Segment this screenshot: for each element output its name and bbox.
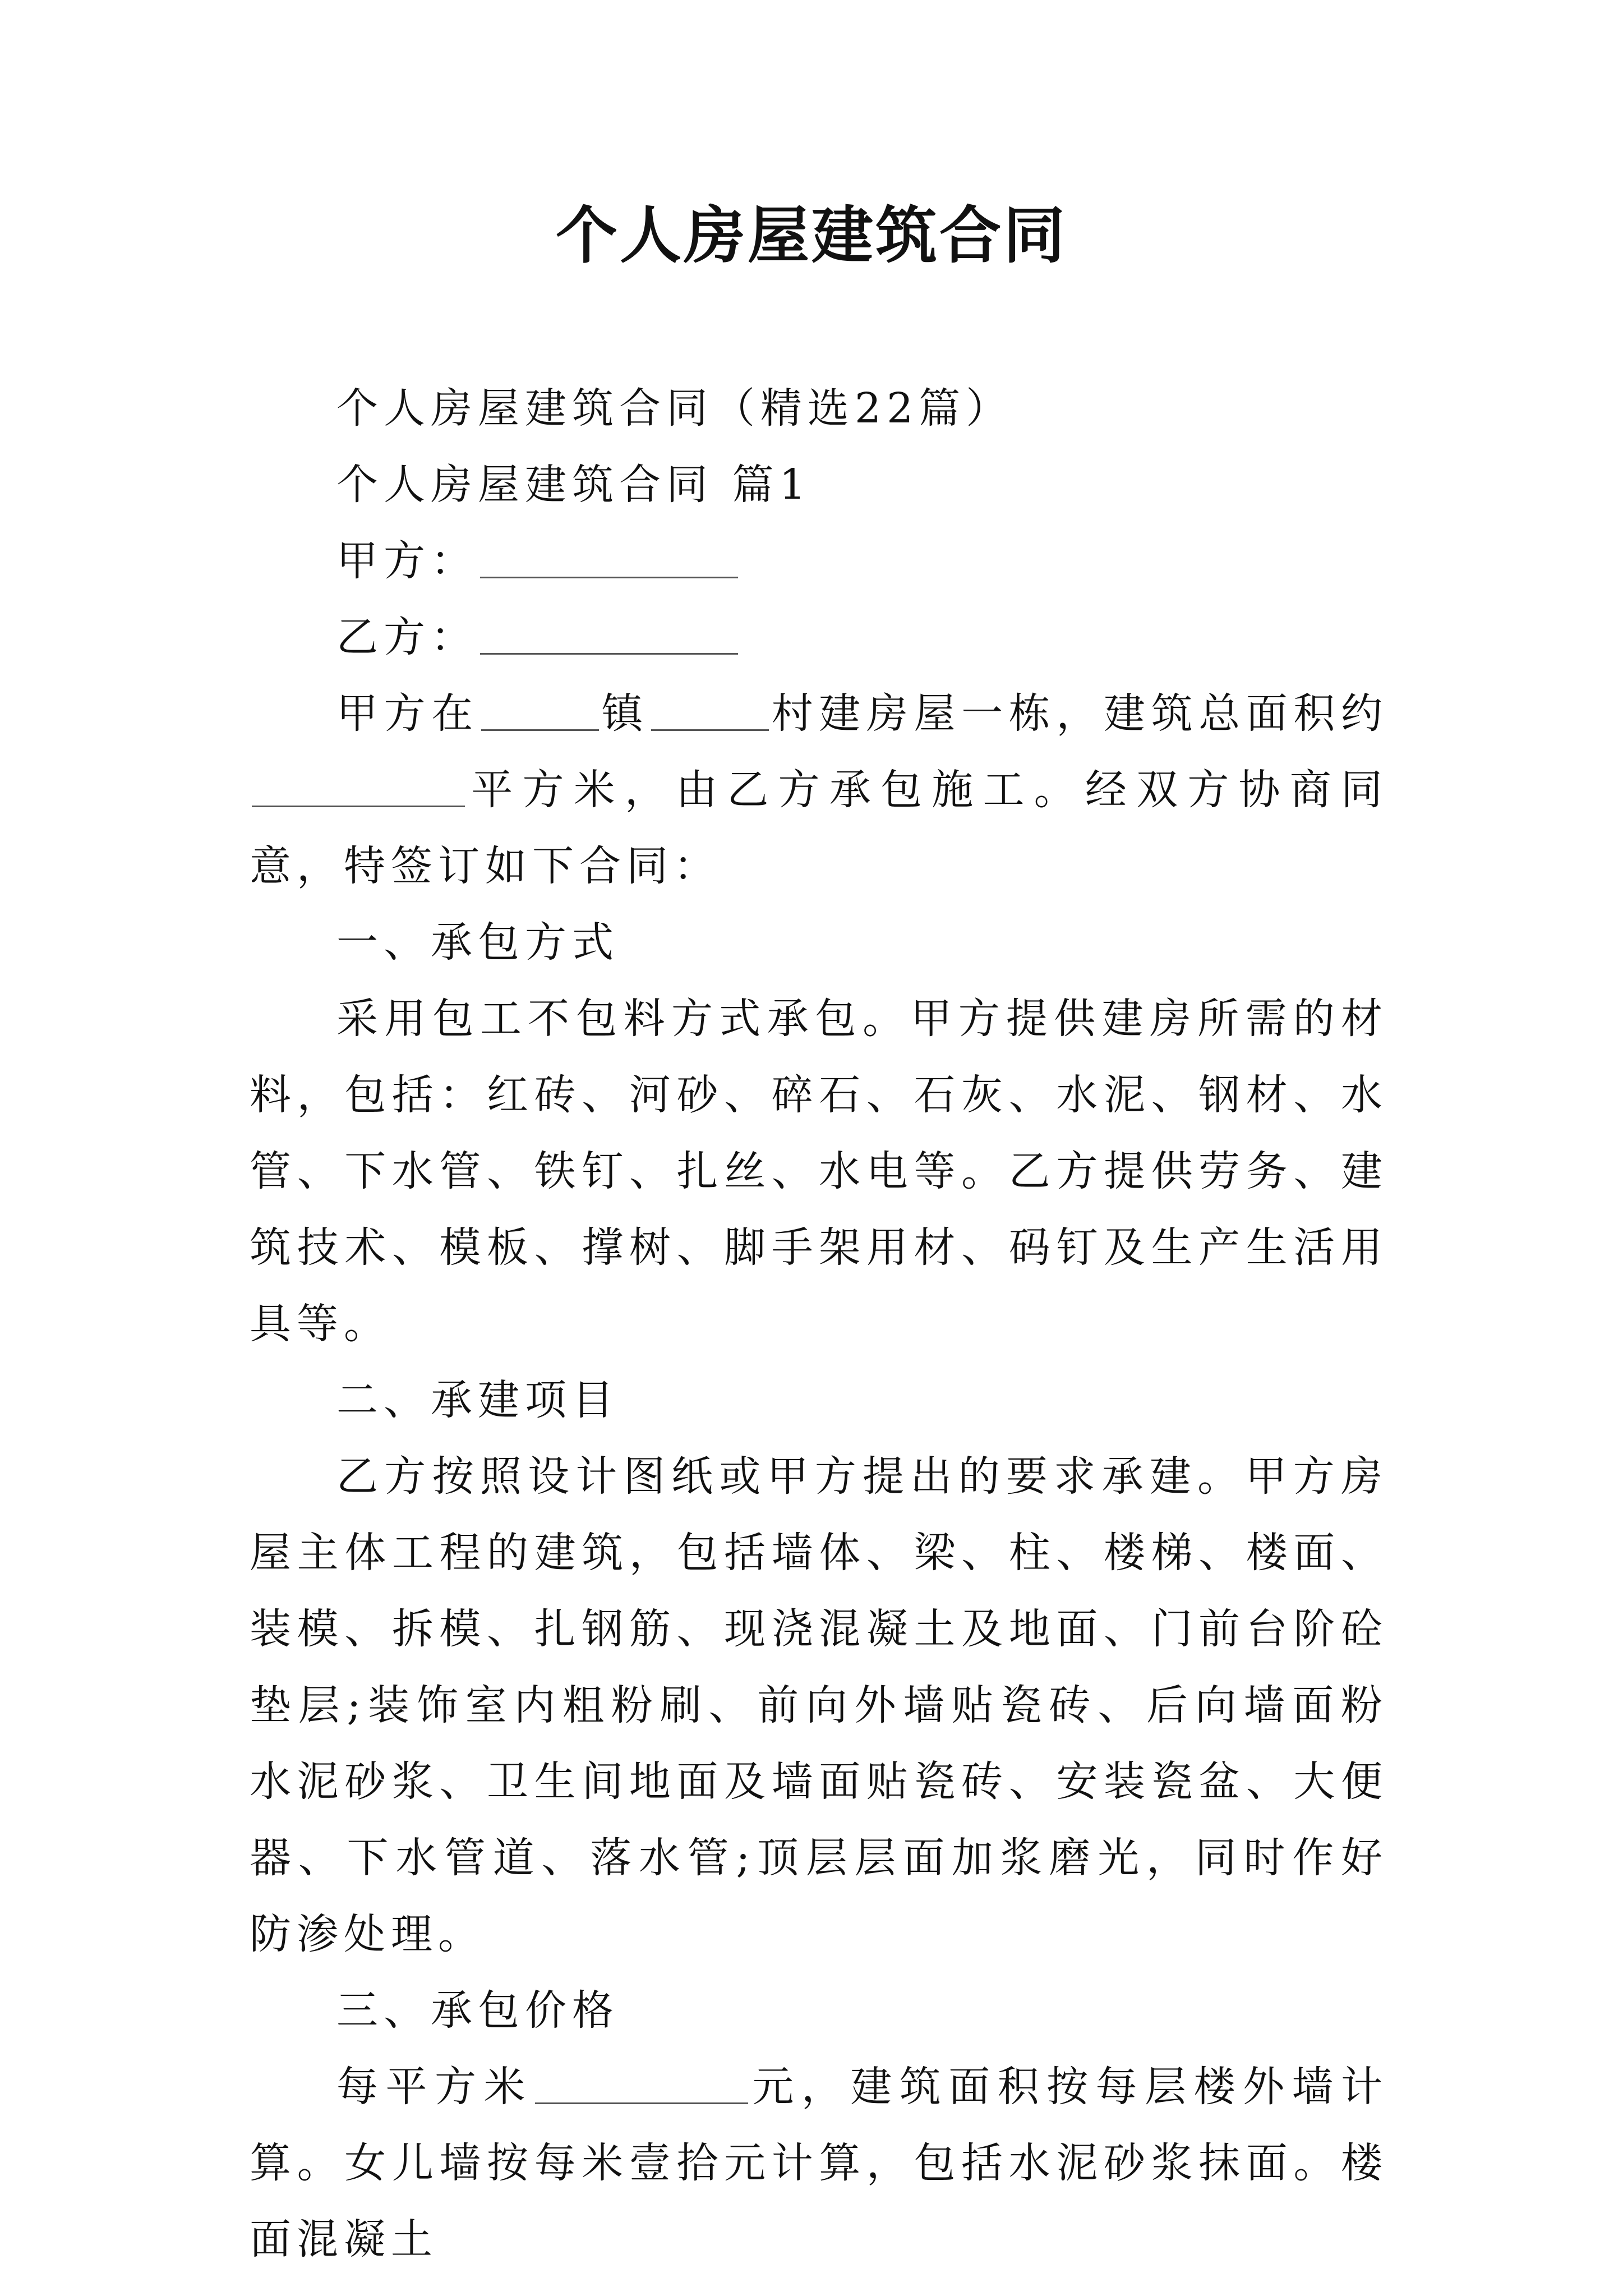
party-b-blank [480,611,738,655]
intro-text-1: 甲方在 [336,689,479,738]
party-b-label: 乙方： [336,613,478,661]
price-text-1: 每平方米 [336,2063,533,2111]
area-blank [252,764,465,807]
party-b-line [250,599,1388,675]
section-1-text: 采用包工不包料方式承包。甲方提供建房所需的材料，包括：红砖、河砂、碎石、石灰、水泥、钢材、水管、下水管、铁钉、扎丝、水电等。乙方提供劳务、建筑技术、模板、撑树、脚手架用材、码钉及生产生活用具等。 [250,995,1388,1348]
price-blank [535,2061,748,2104]
town-blank [481,688,599,731]
section-3-text [250,2049,1388,2277]
intro-paragraph [250,675,1388,904]
document-title: 个人房屋建筑合同 [556,199,1067,272]
section-1-heading: 一、承包方式 [336,918,619,967]
section-2-text: 乙方按照设计图纸或甲方提出的要求承建。甲方房屋主体工程的建筑，包括墙体、梁、柱、楼梯、楼面、装模、拆模、扎钢筋、现浇混凝土及地面、门前台阶砼垫层;装饰室内粗粉刷、前向外墙贴瓷砖、后向墙面粉水泥砂浆、卫生间地面及墙面贴瓷砖、安装瓷盆、大便器、下水管道、落水管;顶层层面加浆磨光，同时作好防渗处理。 [250,1452,1388,1958]
party-a-line [250,523,1388,599]
section-3-heading: 三、承包价格 [336,1986,619,2035]
party-a-label: 甲方： [336,537,478,585]
section-2-heading: 二、承建项目 [336,1376,619,1424]
price-text-2: 元，建筑面积按每层楼外墙计算。女儿墙按每米壹拾元计算，包括水泥砂浆抹面。楼面混凝土 [250,2063,1389,2263]
section-heading: 个人房屋建筑合同 篇1 [336,461,811,509]
intro-text-3: 村建房屋一栋，建筑总面积约 [771,689,1389,738]
document-body [250,370,1388,2277]
village-blank [651,688,769,731]
party-a-blank [480,535,738,578]
document-subtitle: 个人房屋建筑合同（精选22篇） [336,384,1013,432]
intro-text-2: 镇 [601,689,649,738]
intro-text-4: 平方米，由乙方承包施工。经双方协商同意，特签订如下合同： [250,766,1388,890]
